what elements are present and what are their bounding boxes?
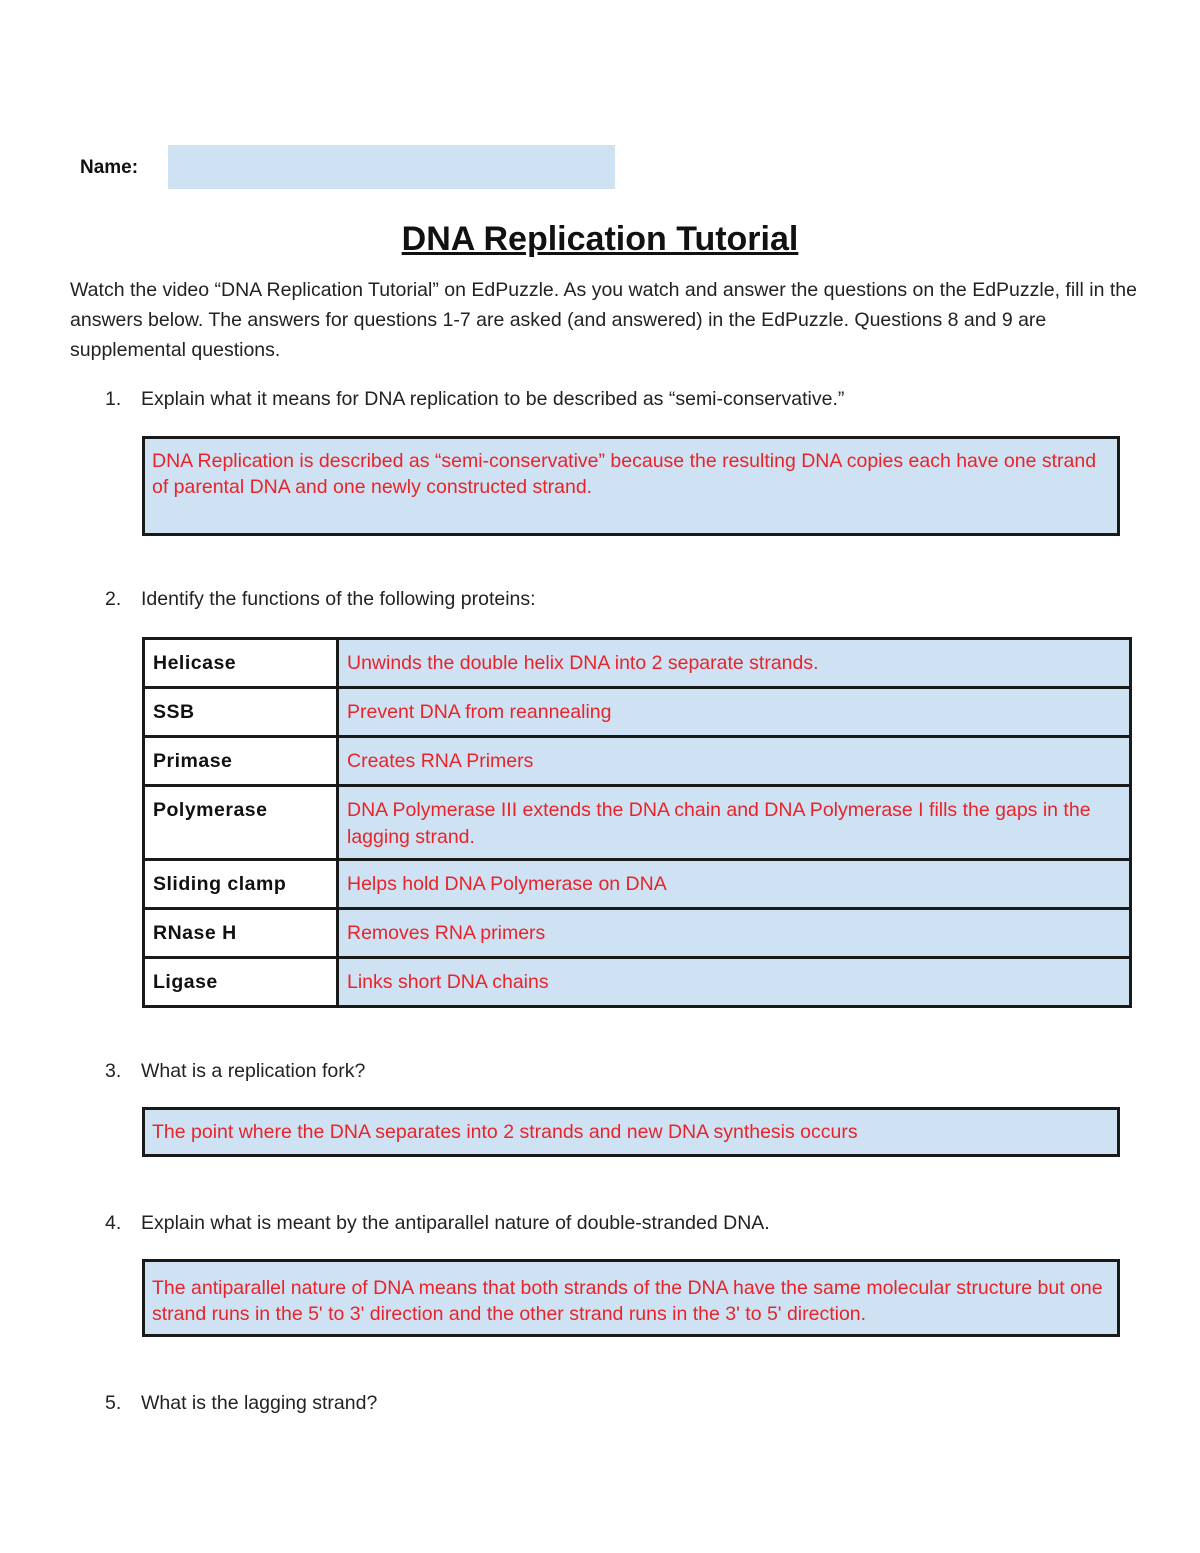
question-number: 4.: [105, 1212, 122, 1234]
protein-function[interactable]: Removes RNA primers: [338, 909, 1131, 958]
protein-name: SSB: [144, 688, 338, 737]
intro-paragraph: Watch the video “DNA Replication Tutorial” on EdPuzzle. As you watch and answer the questions on the EdPuzzle, fill in the answers below. The answers for questions 1-7 are asked (and answered) in the EdPuzzle. Questions 8 and 9 are supplemental questions.: [70, 279, 1137, 361]
question-number: 3.: [105, 1060, 122, 1082]
question-text: What is a replication fork?: [141, 1060, 366, 1082]
protein-name: Sliding clamp: [144, 860, 338, 909]
question-4: [105, 1212, 770, 1235]
table-row: [144, 958, 1131, 1007]
answer-box-1[interactable]: DNA Replication is described as “semi-conservative” because the resulting DNA copies each have one strand of parental DNA and one newly constructed strand.: [142, 436, 1120, 536]
page-title: DNA Replication Tutorial: [401, 220, 799, 258]
table-row: [144, 737, 1131, 786]
question-1: [105, 388, 844, 411]
question-text: What is the lagging strand?: [141, 1392, 378, 1414]
protein-function[interactable]: Prevent DNA from reannealing: [338, 688, 1131, 737]
protein-name: RNase H: [144, 909, 338, 958]
question-number: 2.: [105, 588, 122, 610]
table-row: [144, 688, 1131, 737]
protein-function[interactable]: Creates RNA Primers: [338, 737, 1131, 786]
protein-function[interactable]: DNA Polymerase III extends the DNA chain and DNA Polymerase I fills the gaps in the lagging strand.: [338, 786, 1131, 860]
name-field[interactable]: [168, 145, 615, 189]
table-row: [144, 860, 1131, 909]
table-row: [144, 786, 1131, 860]
question-text: Identify the functions of the following proteins:: [141, 588, 536, 610]
name-row: [80, 145, 620, 190]
answer-box-3[interactable]: The point where the DNA separates into 2 strands and new DNA synthesis occurs: [142, 1107, 1120, 1157]
protein-function[interactable]: Unwinds the double helix DNA into 2 separate strands.: [338, 639, 1131, 688]
table-row: [144, 909, 1131, 958]
protein-name: Helicase: [144, 639, 338, 688]
table-row: [144, 639, 1131, 688]
question-number: 1.: [105, 388, 122, 410]
question-text: Explain what it means for DNA replication to be described as “semi-conservative.”: [141, 388, 845, 410]
answer-box-4[interactable]: The antiparallel nature of DNA means that both strands of the DNA have the same molecular structure but one strand runs in the 5' to 3' direction and the other strand runs in the 3' to 5' direction.: [142, 1259, 1120, 1337]
protein-name: Primase: [144, 737, 338, 786]
protein-name: Ligase: [144, 958, 338, 1007]
question-5: [105, 1392, 377, 1415]
protein-function[interactable]: Links short DNA chains: [338, 958, 1131, 1007]
name-label: Name:: [80, 157, 139, 178]
question-3: [105, 1060, 365, 1083]
protein-function[interactable]: Helps hold DNA Polymerase on DNA: [338, 860, 1131, 909]
question-text: Explain what is meant by the antiparallel nature of double-stranded DNA.: [141, 1212, 770, 1234]
protein-table: [142, 637, 1132, 1008]
question-2: [105, 588, 536, 611]
question-number: 5.: [105, 1392, 122, 1414]
protein-name: Polymerase: [144, 786, 338, 860]
